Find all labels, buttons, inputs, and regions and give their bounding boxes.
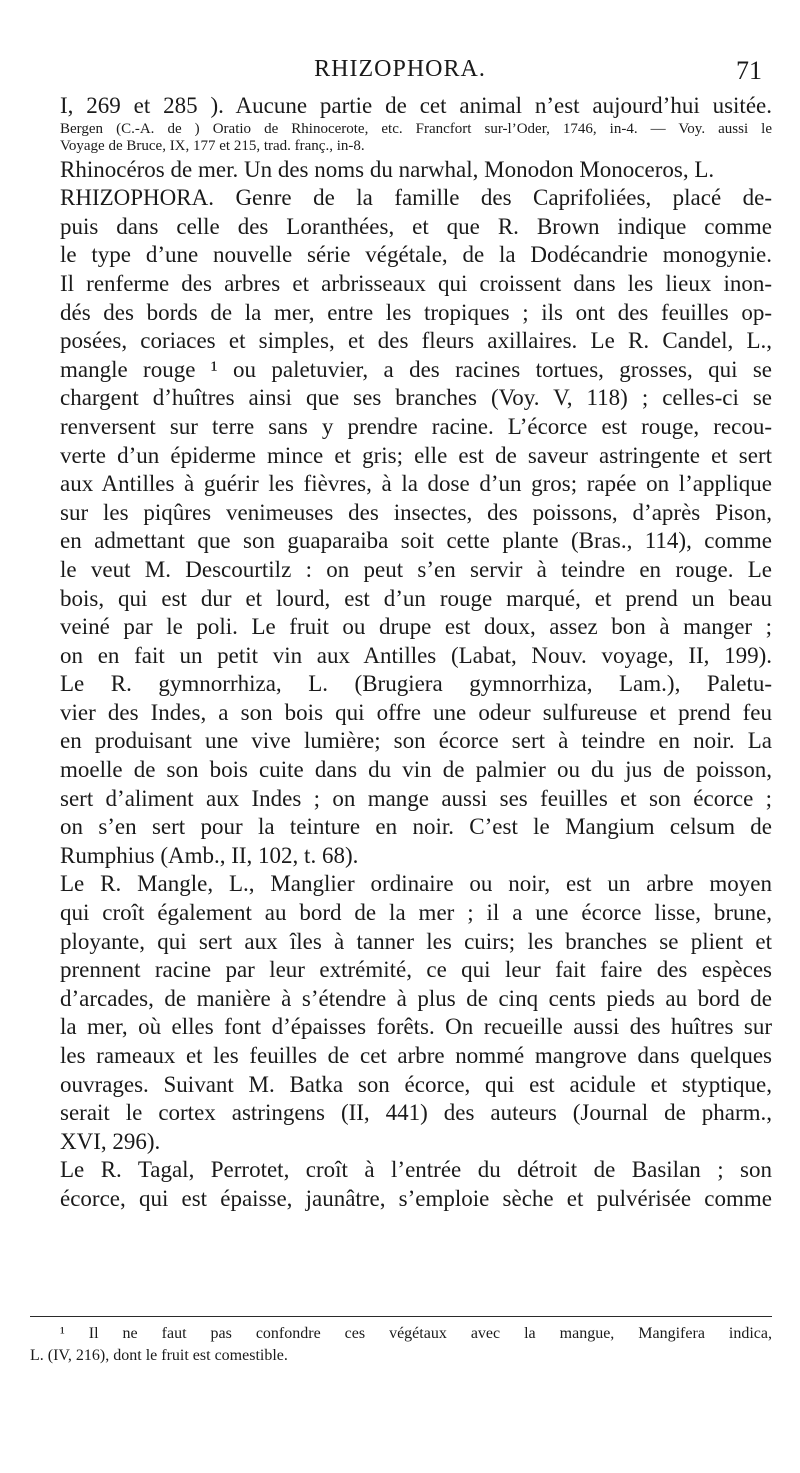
footnote-area [30,1316,772,1367]
text-line: les rameaux et les feuilles de cet arbre nommé mangrove dans quelques [60,1043,772,1068]
text-line: la mer, où elles font d’épaisses forêts. On recueille aussi des huîtres sur [60,1014,772,1040]
text-line: Il renferme des arbres et arbrisseaux qui croissent dans les lieux inon- [60,270,772,296]
text-line: puis dans celle des Loranthées, et que R. Brown indique comme [60,213,772,239]
text-line: serait le cortex astringens (II, 441) des auteurs (Journal de pharm., [60,1100,772,1126]
text-line: ouvrages. Suivant M. Batka son écorce, qui est acidule et styptique, [60,1071,772,1097]
text-line: aux Antilles à guérir les fièvres, à la dose d’un gros; rapée on l’applique [60,471,772,497]
text-line: bois, qui est dur et lourd, est d’un rouge marqué, et prend un beau [60,585,772,611]
text-line: Rumphius (Amb., II, 102, t. 68). [60,842,359,868]
text-line: chargent d’huîtres ainsi que ses branches (Voy. V, 118) ; celles-ci se [60,385,772,411]
footnote-rule [30,1316,772,1317]
text-line: Le R. Tagal, Perrotet, croît à l’entrée du détroit de Basilan ; son [60,1157,772,1183]
text-line: prennent racine par leur extrémité, ce qui leur fait faire des espèces [60,957,772,983]
text-line: en admettant que son guaparaiba soit cette plante (Bras., 114), comme [60,528,772,554]
text-line: on s’en sert pour la teinture en noir. C’est le Mangium celsum de [60,814,772,840]
page-header [30,56,770,92]
text-line: verte d’un épiderme mince et gris; elle est de saveur astringente et sert [60,442,772,468]
footnote-line: ¹ Il ne faut pas confondre ces végétaux avec la mangue, Mangifera indica, [60,1325,772,1342]
text-line: moelle de son bois cuite dans du vin de palmier ou du jus de poisson, [60,757,772,783]
text-line: Le R. gymnorrhiza, L. (Brugiera gymnorrhiza, Lam.), Paletu- [60,671,772,697]
text-line: écorce, qui est épaisse, jaunâtre, s’emploie sèche et pulvérisée comme [60,1185,772,1211]
text-line: qui croît également au bord de la mer ; il a une écorce lisse, brune, [60,900,772,926]
text-line: Voyage de Bruce, IX, 177 et 215, trad. franç., in-8. [60,138,365,155]
running-title: RHIZOPHORA. [314,56,486,82]
text-line: Le R. Mangle, L., Manglier ordinaire ou noir, est un arbre moyen [60,871,772,897]
text-line: veiné par le poli. Le fruit ou drupe est doux, assez bon à manger ; [60,614,772,640]
text-line: sur les piqûres venimeuses des insectes, des poissons, d’après Pison, [60,499,772,525]
text-line: Bergen (C.-A. de ) Oratio de Rhinocerote, etc. Francfort sur-l’Oder, 1746, in-4. — Voy. aussi le [60,120,772,137]
text-line: on en fait un petit vin aux Antilles (Labat, Nouv. voyage, II, 199). [60,642,772,668]
text-line: Rhinocéros de mer. Un des noms du narwhal, Monodon Monoceros, L. [60,156,715,182]
text-line: I, 269 et 285 ). Aucune partie de cet animal n’est aujourd’hui usitée. [60,93,772,118]
text-line: d’arcades, de manière à s’étendre à plus de cinq cents pieds au bord de [60,985,772,1011]
article-body [60,92,772,1214]
text-line: sert d’aliment aux Indes ; on mange aussi ses feuilles et son écorce ; [60,785,772,811]
text-line: renversent sur terre sans y prendre racine. L’écorce est rouge, recou- [60,413,772,439]
text-line: mangle rouge ¹ ou paletuvier, a des racines tortues, grosses, qui se [60,356,772,382]
footnote-line: L. (IV, 216), dont le fruit est comestible. [30,1347,288,1364]
page-number: 71 [736,56,762,85]
text-line: RHIZOPHORA. Genre de la famille des Caprifoliées, placé de- [60,185,772,211]
text-line: vier des Indes, a son bois qui offre une odeur sulfureuse et prend feu [60,699,772,725]
text-line: le veut M. Descourtilz : on peut s’en servir à teindre en rouge. Le [60,556,772,582]
footnote [30,1323,772,1367]
text-line: XVI, 296). [60,1128,161,1154]
text-line: dés des bords de la mer, entre les tropiques ; ils ont des feuilles op- [60,299,772,325]
text-line: le type d’une nouvelle série végétale, de la Dodécandrie monogynie. [60,242,772,268]
text-line: posées, coriaces et simples, et des fleurs axillaires. Le R. Candel, L., [60,328,772,354]
text-line: ployante, qui sert aux îles à tanner les cuirs; les branches se plient et [60,928,772,954]
text-line: en produisant une vive lumière; son écorce sert à teindre en noir. La [60,728,772,754]
